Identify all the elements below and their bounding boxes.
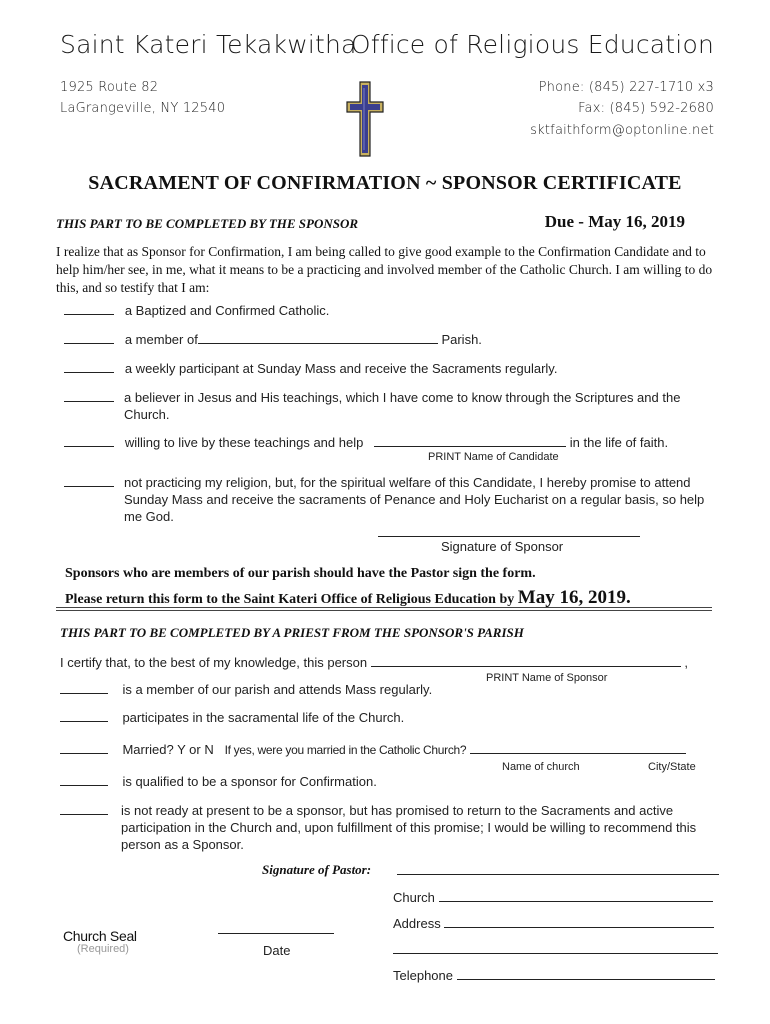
sponsor-item-member (64, 331, 482, 347)
initial-blank[interactable] (64, 474, 114, 487)
date-line[interactable] (218, 933, 334, 934)
life-of-faith-label: in the life of faith. (569, 435, 669, 450)
married-label: Married? Y or N (122, 742, 214, 757)
date-label: Date (263, 943, 291, 958)
sponsor-item-label: a Baptized and Confirmed Catholic. (124, 303, 330, 318)
parish-name: Saint Kateri Tekakwitha (60, 30, 357, 59)
married-church-field[interactable] (470, 741, 686, 754)
telephone-field[interactable] (457, 967, 715, 980)
sponsor-item-believer: a believer in Jesus and His teachings, which I have come to know through the Scriptures and the Church. (124, 390, 681, 422)
certify-label: I certify that, to the best of my knowledge, this person (60, 655, 368, 670)
sponsor-name-field[interactable] (371, 654, 681, 667)
church-seal-label: Church Seal (63, 928, 137, 944)
intro-paragraph: I realize that as Sponsor for Confirmation, I am being called to give good example to the Confirmation Candidate and to help him/her see, in me, what it means to be a practicing and involved member of the Catholic Church. I am willing to do this, and so testify that I am: (56, 244, 713, 295)
address-line (393, 915, 714, 931)
initial-blank[interactable] (60, 741, 108, 754)
telephone-label: Telephone (393, 968, 453, 983)
priest-item-label: is a member of our parish and attends Mass regularly. (122, 682, 433, 697)
priest-item-not-ready: is not ready at present to be a sponsor, but has promised to return to the Sacraments and active participation in the Church and, upon fulfillment of this promise; I would be willing to recommend this person as a Sponsor. (121, 803, 697, 852)
telephone-line (393, 967, 715, 983)
initial-blank[interactable] (64, 302, 114, 315)
return-notice-date: May 16, 2019. (517, 587, 631, 608)
phone: Phone: (845) 227-1710 x3 (538, 80, 714, 95)
church-line (393, 889, 713, 905)
address-field[interactable] (444, 915, 714, 928)
sponsor-item-label: a member of (124, 332, 198, 347)
initial-blank[interactable] (60, 681, 108, 694)
married-question: If yes, were you married in the Catholic Church? (224, 743, 467, 757)
parish-label: Parish. (441, 332, 482, 347)
sponsor-signature-label: Signature of Sponsor (441, 539, 564, 554)
cross-icon (345, 80, 385, 158)
priest-item-label: is qualified to be a sponsor for Confirmation. (122, 774, 377, 789)
certify-comma: , (684, 655, 688, 670)
address-line-2: LaGrangeville, NY 12540 (60, 101, 226, 116)
pastor-signature-line[interactable] (397, 874, 719, 875)
initial-blank[interactable] (64, 360, 114, 373)
form-title: SACRAMENT OF CONFIRMATION ~ SPONSOR CERTIFICATE (88, 172, 682, 194)
required-label: (Required) (77, 943, 129, 955)
divider (56, 607, 712, 608)
office-name: Office of Religious Education (350, 30, 714, 59)
church-field[interactable] (439, 889, 713, 902)
initial-blank[interactable] (60, 709, 108, 722)
due-date: Due - May 16, 2019 (544, 212, 685, 231)
parish-name-field[interactable] (198, 331, 438, 344)
address-field-line-2[interactable] (393, 953, 718, 954)
sponsor-item-not-practicing: not practicing my religion, but, for the spiritual welfare of this Candidate, I hereby promise to attend Sunday Mass and receive the sacraments of Penance and Holy Eucharist on a regular basis, so help me God. (124, 475, 705, 524)
priest-part-heading: THIS PART TO BE COMPLETED BY A PRIEST FROM THE SPONSOR'S PARISH (60, 625, 524, 640)
sponsor-signature-line[interactable] (378, 536, 640, 537)
priest-item-married (60, 741, 686, 757)
sponsor-item-baptized (64, 302, 329, 318)
candidate-name-field[interactable] (374, 434, 566, 447)
initial-blank[interactable] (60, 802, 108, 815)
priest-item-member (60, 681, 432, 697)
sponsor-part-heading: THIS PART TO BE COMPLETED BY THE SPONSOR (56, 216, 359, 231)
priest-item-participates (60, 709, 404, 725)
print-candidate-label: PRINT Name of Candidate (428, 451, 559, 463)
priest-item-qualified (60, 773, 377, 789)
name-of-church-label: Name of church (502, 761, 580, 773)
email: sktfaithform@optonline.net (530, 123, 714, 138)
divider (56, 610, 712, 611)
priest-item-label: participates in the sacramental life of the Church. (122, 710, 405, 725)
initial-blank[interactable] (64, 331, 114, 344)
certify-line (60, 654, 688, 670)
priest-item-not-ready-blank (60, 802, 108, 818)
initial-blank[interactable] (60, 773, 108, 786)
address-label: Address (393, 916, 441, 931)
sponsor-item-label: a weekly participant at Sunday Mass and receive the Sacraments regularly. (124, 361, 558, 376)
sponsor-item-label: willing to live by these teachings and help (124, 435, 364, 450)
city-state-label: City/State (648, 761, 696, 773)
initial-blank[interactable] (64, 434, 114, 447)
return-notice-text: Please return this form to the Saint Kateri Office of Religious Education by (65, 592, 515, 607)
print-sponsor-label: PRINT Name of Sponsor (486, 672, 608, 684)
pastor-notice: Sponsors who are members of our parish should have the Pastor sign the form. (65, 566, 536, 581)
sponsor-item-not-practicing-blank (64, 474, 114, 490)
fax: Fax: (845) 592-2680 (578, 101, 714, 116)
pastor-signature-label: Signature of Pastor: (262, 862, 372, 877)
sponsor-item-willing (64, 434, 668, 450)
address-line-1: 1925 Route 82 (60, 80, 159, 95)
return-notice (65, 587, 631, 609)
sponsor-item-weekly (64, 360, 557, 376)
sponsor-item-believer-blank (64, 389, 114, 405)
initial-blank[interactable] (64, 389, 114, 402)
church-label: Church (393, 890, 435, 905)
